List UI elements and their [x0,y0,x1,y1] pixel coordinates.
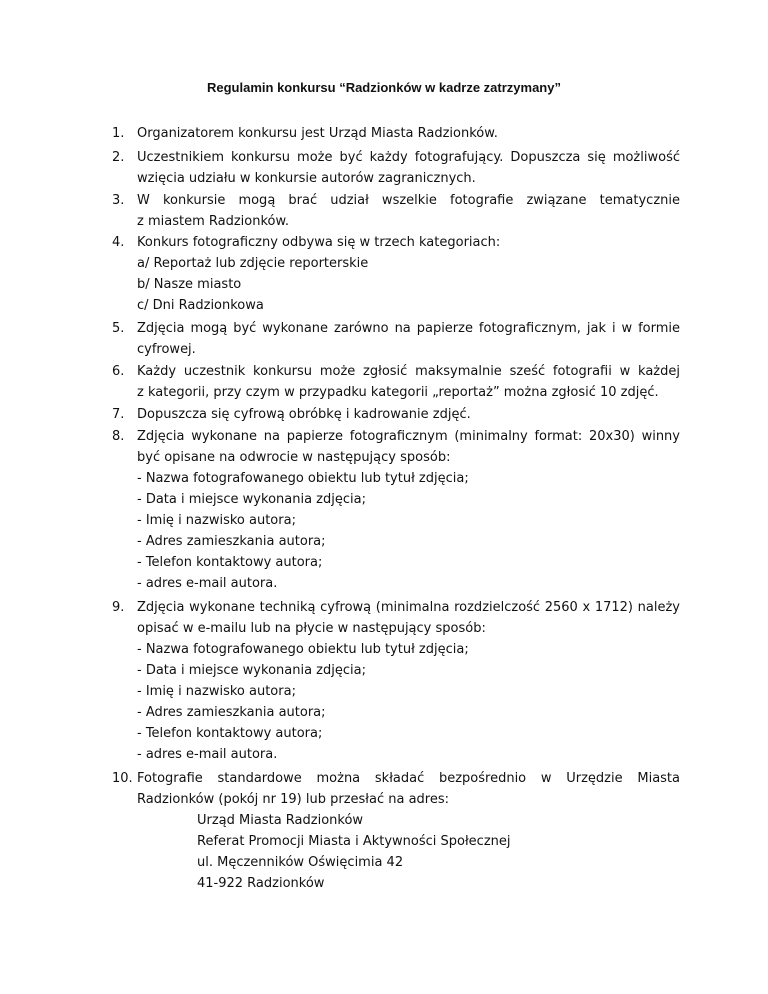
item-text-line: cyfrowej. [137,342,196,357]
item-text: Konkurs fotograficzny odbywa się w trzech kategoriach: [137,235,501,250]
list-item-7 [112,404,680,425]
item-text: Organizatorem konkursu jest Urząd Miasta Radzionków. [137,126,498,141]
item-text-line: być opisane na odwrocie w następujący sposób: [137,450,451,465]
item-text-line: opisać w e-mailu lub na płycie w następujący sposób: [137,621,486,636]
item-number: 3. [112,193,125,208]
description-field: - Imię i nazwisko autora; [137,684,296,699]
description-field: - adres e-mail autora. [137,576,278,591]
list-item-3 [112,190,680,232]
item-text-line: Zdjęcia wykonane techniką cyfrową (minimalna rozdzielczość 2560 x 1712) należy [137,600,680,615]
list-item-4 [112,232,680,316]
description-field: - Adres zamieszkania autora; [137,534,326,549]
document-title: Regulamin konkursu “Radzionków w kadrze zatrzymany” [207,80,561,95]
description-field: - Nazwa fotografowanego obiektu lub tytuł zdjęcia; [137,642,469,657]
list-item-2 [112,147,680,189]
list-item-10 [112,768,680,894]
description-field: - Data i miejsce wykonania zdjęcia; [137,492,366,507]
item-number: 1. [112,126,125,141]
item-number: 6. [112,364,125,379]
list-item-9 [112,597,680,765]
item-number: 7. [112,407,125,422]
item-number: 4. [112,235,125,250]
address-line: ul. Męczenników Oświęcimia 42 [197,855,404,870]
item-text-line: wzięcia udziału w konkursie autorów zagranicznych. [137,171,476,186]
description-field: - Nazwa fotografowanego obiektu lub tytuł zdjęcia; [137,471,469,486]
list-item-1 [112,123,680,144]
description-field: - Telefon kontaktowy autora; [137,726,323,741]
item-text-line: z miastem Radzionków. [137,214,290,229]
description-field: - Imię i nazwisko autora; [137,513,296,528]
address-line: 41-922 Radzionków [197,876,325,891]
description-field: - Telefon kontaktowy autora; [137,555,323,570]
item-number: 8. [112,429,125,444]
category-item: c/ Dni Radzionkowa [137,298,264,313]
item-text-line: z kategorii, przy czym w przypadku kategorii „reportaż” można zgłosić 10 zdjęć. [137,385,659,400]
list-item-5 [112,318,680,360]
address-line: Urząd Miasta Radzionków [197,813,364,828]
item-number: 2. [112,150,125,165]
item-text-line: Każdy uczestnik konkursu może zgłosić maksymalnie sześć fotografii w każdej [137,364,680,379]
category-item: b/ Nasze miasto [137,277,242,292]
item-text-line: Fotografie standardowe można składać bezpośrednio w Urzędzie Miasta [137,771,680,786]
address-line: Referat Promocji Miasta i Aktywności Społecznej [197,834,511,849]
list-item-8 [112,426,680,594]
item-text: Dopuszcza się cyfrową obróbkę i kadrowanie zdjęć. [137,407,471,422]
description-field: - Data i miejsce wykonania zdjęcia; [137,663,366,678]
item-text-line: Radzionków (pokój nr 19) lub przesłać na adres: [137,792,450,807]
item-number: 10. [112,771,133,786]
item-number: 5. [112,321,125,336]
description-field: - Adres zamieszkania autora; [137,705,326,720]
item-text-line: Zdjęcia wykonane na papierze fotograficznym (minimalny format: 20x30) winny [137,429,680,444]
category-item: a/ Reportaż lub zdjęcie reporterskie [137,256,369,271]
item-number: 9. [112,600,125,615]
item-text-line: W konkursie mogą brać udział wszelkie fotografie związane tematycznie [137,193,680,208]
item-text-line: Uczestnikiem konkursu może być każdy fotografujący. Dopuszcza się możliwość [137,150,680,165]
list-item-6 [112,361,680,403]
description-field: - adres e-mail autora. [137,747,278,762]
item-text-line: Zdjęcia mogą być wykonane zarówno na papierze fotograficznym, jak i w formie [137,321,680,336]
